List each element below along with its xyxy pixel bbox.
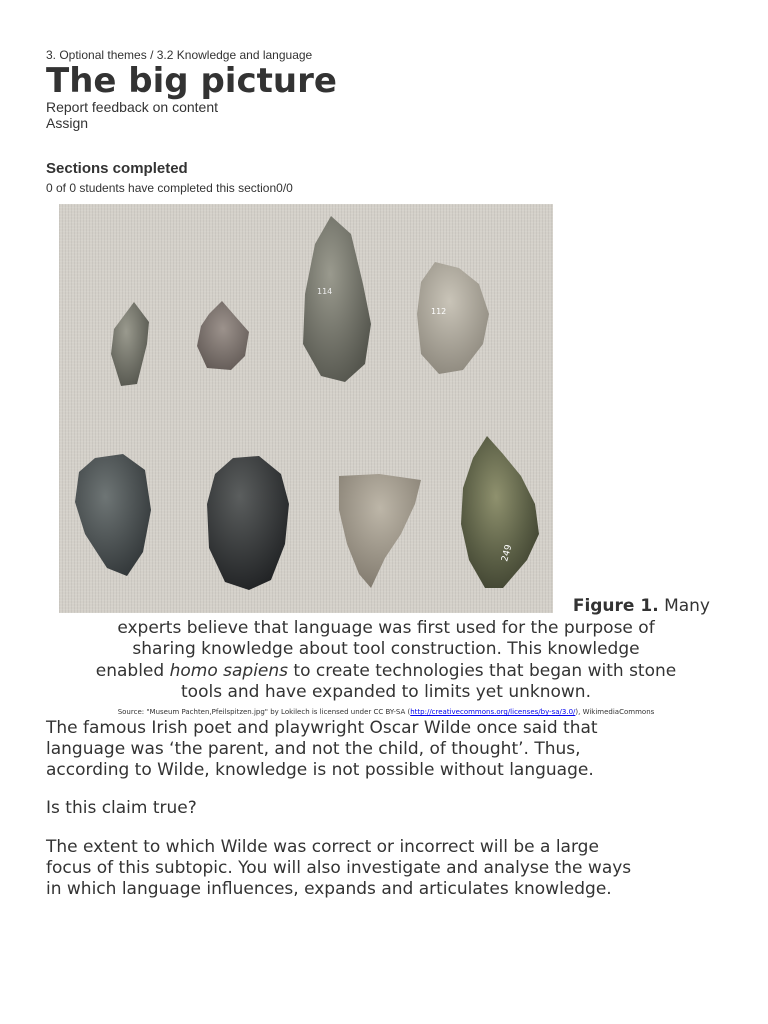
paragraph-line: The extent to which Wilde was correct or incorrect will be a large — [46, 837, 599, 857]
stone-tool-4 — [417, 262, 489, 374]
source-text: Source: "Museum Pachten,Pfeilspitzen.jpg" by Lokilech is licensed under CC BY-SA ( — [117, 708, 411, 716]
stone-tool-2 — [197, 301, 249, 370]
caption-species-name: homo sapiens — [169, 660, 289, 681]
stone-label-112: 112 — [431, 307, 447, 316]
stone-tools-photo — [59, 204, 553, 613]
paragraph-subtopic-focus — [46, 837, 726, 900]
paragraph-line: language was ‘the parent, and not the child, of thought’. Thus, — [46, 739, 581, 759]
caption-text: enabled — [95, 660, 170, 681]
caption-line: experts believe that language was first used for the purpose of — [117, 617, 655, 638]
paragraph-line: focus of this subtopic. You will also investigate and analyse the ways — [46, 858, 632, 878]
source-text: ), WikimediaCommons — [575, 708, 655, 716]
caption-line: sharing knowledge about tool construction. This knowledge — [132, 639, 640, 659]
stone-label-114: 114 — [317, 287, 333, 296]
stone-tool-5 — [75, 454, 151, 576]
report-feedback-link[interactable]: Report feedback on content — [46, 99, 219, 115]
breadcrumb-item-optional-themes[interactable]: 3. Optional themes — [46, 48, 147, 62]
paragraph-line: The famous Irish poet and playwright Oscar Wilde once said that — [46, 718, 598, 738]
caption-first-word: Many — [658, 596, 710, 616]
sections-completed-status: 0 of 0 students have completed this section0/0 — [46, 181, 293, 195]
caption-text: to create technologies that began with stone — [288, 660, 677, 681]
image-source-credit — [46, 708, 726, 716]
sections-completed-heading: Sections completed — [46, 160, 188, 177]
license-link[interactable]: http://creativecommons.org/licenses/by-sa/3.0/ — [410, 708, 576, 716]
stone-tool-8 — [461, 436, 539, 588]
stone-tool-7 — [339, 474, 421, 588]
breadcrumb-item-knowledge-and-language[interactable]: 3.2 Knowledge and language — [156, 48, 313, 62]
stone-tools-illustration — [59, 204, 553, 613]
stone-label-249: 249 — [500, 543, 515, 563]
figure-label: Figure 1. — [572, 596, 659, 616]
assign-link[interactable]: Assign — [46, 115, 89, 131]
paragraph-question: Is this claim true? — [46, 798, 197, 818]
breadcrumb-separator: / — [146, 48, 157, 62]
caption-line: tools and have expanded to limits yet unknown. — [181, 682, 591, 702]
stone-tool-6 — [207, 456, 289, 590]
stone-tool-3 — [303, 216, 371, 382]
stone-tool-1 — [111, 302, 149, 386]
page-title: The big picture — [46, 61, 337, 101]
figure-caption — [46, 596, 726, 704]
paragraph-line: according to Wilde, knowledge is not possible without language. — [46, 760, 594, 780]
paragraph-wilde-quote — [46, 718, 726, 781]
paragraph-line: in which language influences, expands and articulates knowledge. — [46, 879, 612, 899]
